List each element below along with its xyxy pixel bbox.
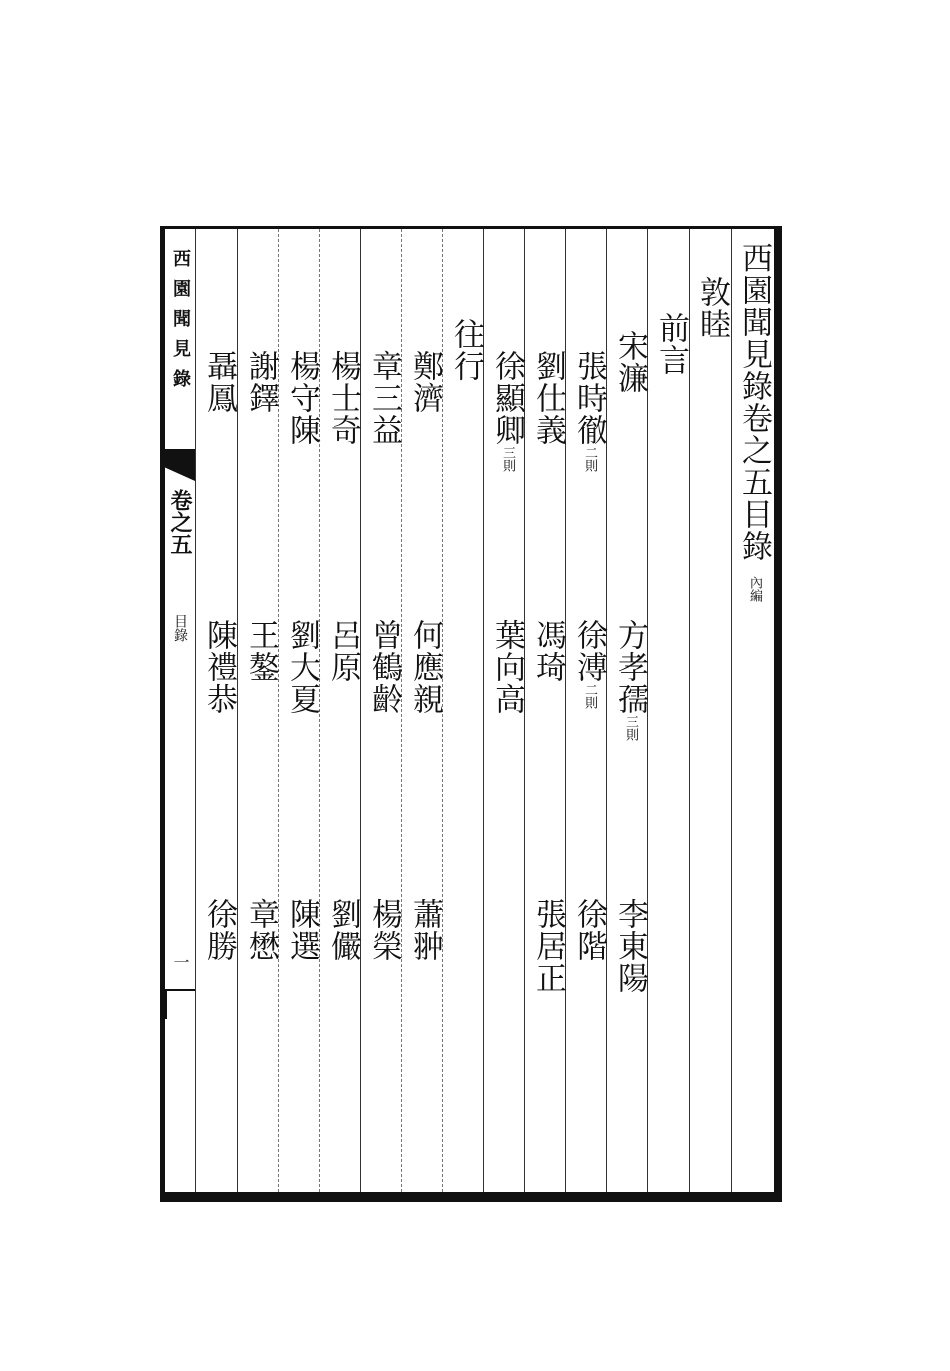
list-item	[609, 619, 651, 741]
entry-name: 章懋	[243, 898, 279, 962]
entry-name: 鄭濟	[407, 350, 443, 414]
gutter-section: 目錄	[172, 614, 188, 642]
entry-note: 二則	[582, 683, 597, 709]
fish-tail-mark	[165, 451, 195, 481]
entry-name: 劉仕義	[530, 350, 566, 446]
list-item	[486, 350, 528, 472]
entry-name: 宋濂	[612, 330, 648, 394]
list-item	[322, 898, 364, 962]
catalog-heading	[733, 242, 775, 602]
list-item	[527, 350, 569, 446]
list-item	[568, 619, 610, 709]
frame-right-border	[774, 226, 782, 1200]
column-rule	[731, 229, 732, 1192]
entry-name: 張時徹	[571, 350, 607, 446]
gutter-title: 西園聞見錄	[170, 249, 191, 399]
list-item	[363, 898, 405, 962]
entry-note: 二則	[582, 446, 597, 472]
entry-note: 三則	[623, 715, 638, 741]
list-item	[404, 898, 446, 962]
list-item	[609, 330, 651, 394]
entry-name: 往行	[448, 318, 484, 382]
entry-name: 劉儼	[325, 898, 361, 962]
list-item	[404, 619, 446, 715]
list-item	[527, 619, 569, 683]
subsection-heading	[445, 318, 487, 382]
entry-name: 徐顯卿	[489, 350, 525, 446]
column-rule	[195, 229, 196, 1192]
entry-name: 李東陽	[612, 898, 648, 994]
list-item	[240, 619, 282, 683]
list-item	[486, 619, 528, 715]
list-item	[281, 350, 323, 446]
gutter-page-number: 一	[171, 954, 190, 970]
list-item	[527, 898, 569, 994]
entry-name: 陳選	[284, 898, 320, 962]
entry-name: 何應親	[407, 619, 443, 715]
entry-name: 徐勝	[201, 898, 237, 962]
entry-name: 馮琦	[530, 619, 566, 683]
entry-name: 章三益	[366, 350, 402, 446]
entry-name: 楊守陳	[284, 350, 320, 446]
heading-note: 內編	[747, 576, 762, 602]
gutter-volume: 卷之五	[167, 489, 193, 555]
entry-name: 劉大夏	[284, 619, 320, 715]
section-heading	[691, 276, 733, 340]
entry-name: 曾鶴齡	[366, 619, 402, 715]
list-item	[198, 619, 240, 715]
entry-name: 徐階	[571, 898, 607, 962]
entry-name: 徐溥	[571, 619, 607, 683]
list-item	[198, 350, 240, 414]
entry-name: 謝鐸	[243, 350, 279, 414]
entry-name: 楊榮	[366, 898, 402, 962]
entry-name: 王鏊	[243, 619, 279, 683]
entry-name: 葉向高	[489, 619, 525, 715]
fish-tail-mark-lower	[165, 989, 195, 1019]
list-item	[609, 898, 651, 994]
entry-name: 楊士奇	[325, 350, 361, 446]
gutter	[165, 229, 195, 1192]
list-item	[281, 898, 323, 962]
heading-text: 西園聞見錄卷之五目錄	[736, 242, 772, 562]
list-item	[404, 350, 446, 414]
subsection-heading	[650, 312, 692, 376]
list-item	[363, 619, 405, 715]
list-item	[363, 350, 405, 446]
entry-name: 聶鳳	[201, 350, 237, 414]
list-item	[281, 619, 323, 715]
entry-name: 前言	[653, 312, 689, 376]
gutter-divider	[165, 449, 195, 451]
list-item	[240, 898, 282, 962]
list-item	[198, 898, 240, 962]
page-frame	[160, 226, 782, 1202]
entry-note: 三則	[500, 446, 515, 472]
entry-name: 張居正	[530, 898, 566, 994]
frame-bottom-border	[160, 1192, 782, 1202]
entry-name: 呂原	[325, 619, 361, 683]
entry-name: 敦睦	[694, 276, 730, 340]
list-item	[322, 350, 364, 446]
list-item	[322, 619, 364, 683]
entry-name: 方孝孺	[612, 619, 648, 715]
entry-name: 蕭翀	[407, 898, 443, 962]
list-item	[568, 898, 610, 962]
list-item	[240, 350, 282, 414]
entry-name: 陳禮恭	[201, 619, 237, 715]
list-item	[568, 350, 610, 472]
